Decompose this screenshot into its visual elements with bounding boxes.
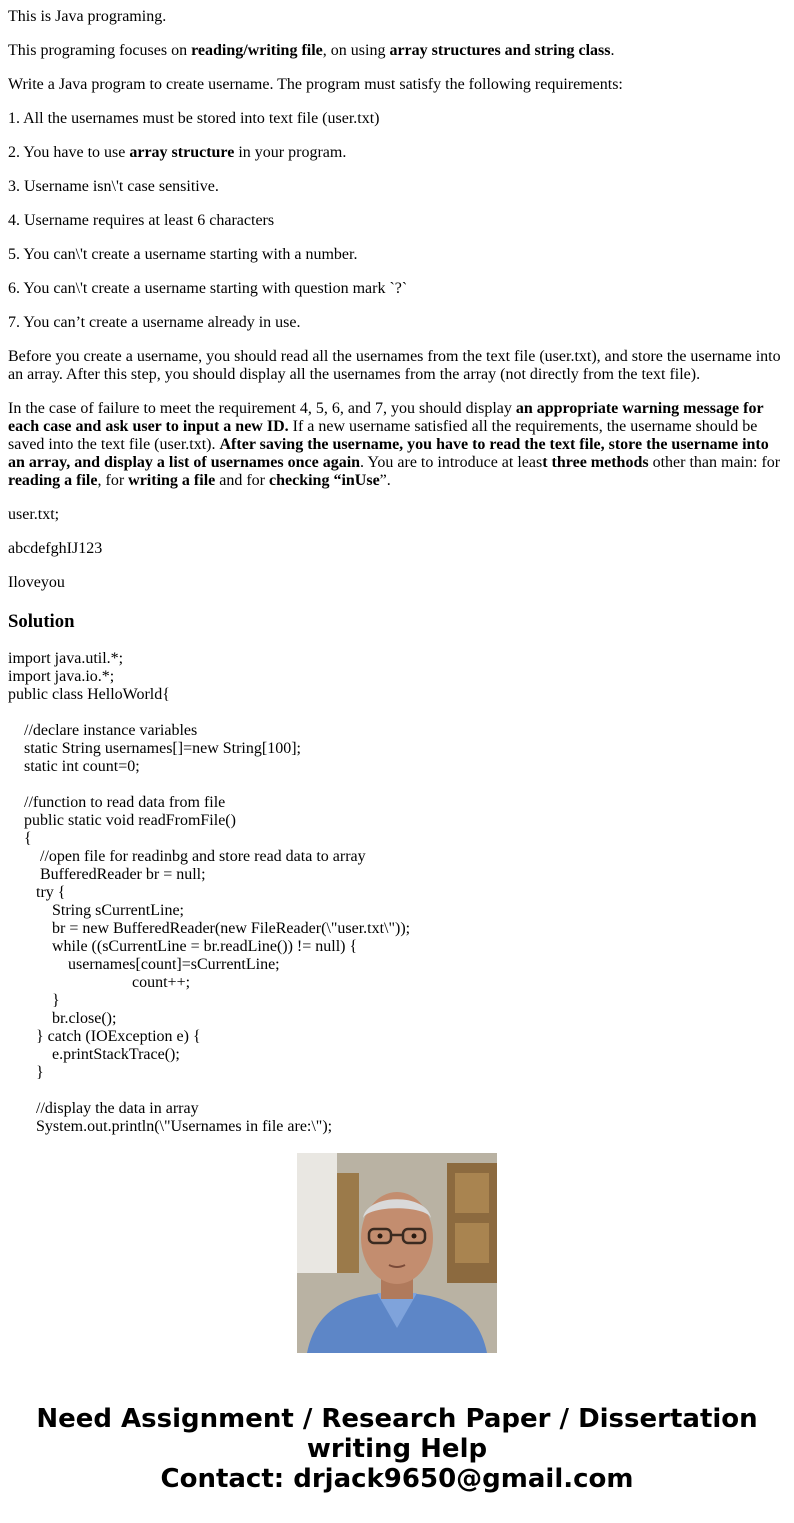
- file-line-2: Iloveyou: [8, 574, 65, 591]
- file-line-1: abcdefghIJ123: [8, 540, 103, 557]
- code-line: //function to read data from file: [8, 794, 226, 811]
- code-line: //declare instance variables: [8, 722, 198, 739]
- bold-text: writing a file: [128, 472, 216, 489]
- contact-banner: [0, 1404, 794, 1494]
- code-line: usernames[count]=sCurrentLine;: [8, 956, 280, 973]
- bold-text: array structure: [129, 144, 235, 161]
- solution-heading: Solution: [8, 611, 75, 632]
- code-line: [8, 704, 786, 722]
- code-line: br = new BufferedReader(new FileReader(\"user.txt\"));: [8, 920, 411, 937]
- code-line: import java.io.*;: [8, 668, 115, 685]
- text: in your program.: [234, 144, 347, 161]
- bold-text: array structures and string class: [389, 42, 611, 59]
- code-line: public class HelloWorld{: [8, 686, 170, 703]
- code-line: count++;: [8, 974, 191, 991]
- code-line: try {: [8, 884, 66, 901]
- code-line: [8, 1082, 786, 1100]
- code-line: {: [8, 830, 32, 847]
- text: and for: [215, 472, 269, 489]
- person-photo-icon: [297, 1153, 497, 1353]
- code-line: } catch (IOException e) {: [8, 1028, 201, 1045]
- code-line: }: [8, 992, 60, 1009]
- question-text: [8, 0, 786, 638]
- requirement-3: 3. Username isn\'t case sensitive.: [8, 178, 219, 195]
- text: .: [610, 42, 615, 59]
- requirement-1: 1. All the usernames must be stored into text file (user.txt): [8, 110, 380, 127]
- text: , for: [97, 472, 129, 489]
- code-line: BufferedReader br = null;: [8, 866, 206, 883]
- intro-line: This is Java programing.: [8, 8, 167, 25]
- code-line: //display the data in array: [8, 1100, 199, 1117]
- requirement-2: [8, 144, 786, 162]
- file-label: user.txt;: [8, 506, 60, 523]
- code-line: //open file for readinbg and store read data to array: [8, 848, 366, 865]
- code-line: import java.util.*;: [8, 650, 124, 667]
- code-line: public static void readFromFile(): [8, 812, 236, 829]
- code-line: static String usernames[]=new String[100];: [8, 740, 301, 757]
- code-line: e.printStackTrace();: [8, 1046, 180, 1063]
- text: 2. You have to use: [8, 144, 130, 161]
- text: , on using: [322, 42, 390, 59]
- requirement-7: 7. You can’t create a username already in use.: [8, 314, 301, 331]
- bold-text: After saving the username, you have to read the text file, store the username into an array, and display a list of usernames once again: [8, 436, 769, 471]
- before-paragraph: Before you create a username, you should read all the usernames from the text file (user.txt), and store the username into an array. After this step, you should display all the usernames from the array (not directly from the text file).: [8, 348, 781, 383]
- text: ”.: [379, 472, 391, 489]
- code-line: String sCurrentLine;: [8, 902, 184, 919]
- text: In the case of failure to meet the requirement 4, 5, 6, and 7, you should display: [8, 400, 516, 417]
- bold-text: checking “inUse: [269, 472, 380, 489]
- bold-text: reading a file: [8, 472, 98, 489]
- code-line: [8, 776, 786, 794]
- author-avatar: [297, 1153, 497, 1353]
- code-line: }: [8, 1064, 44, 1081]
- bold-text: an appropriate warning message for each case and ask user to input a new ID.: [8, 400, 764, 435]
- solution-code: [8, 650, 786, 1135]
- bold-text: t three methods: [542, 454, 649, 471]
- text: . You are to introduce at leas: [360, 454, 543, 471]
- bold-text: reading/writing file: [191, 42, 323, 59]
- code-line: br.close();: [8, 1010, 117, 1027]
- text: If a new username satisfied all the requirements, the username should be saved into the text file (user.txt).: [8, 418, 758, 453]
- focus-paragraph: [8, 42, 786, 60]
- cta-line-2: writing Help: [306, 1434, 488, 1464]
- code-line: System.out.println(\"Usernames in file are:\");: [8, 1118, 333, 1135]
- text: This programing focuses on: [8, 42, 192, 59]
- text: other than main: for: [648, 454, 781, 471]
- requirement-4: 4. Username requires at least 6 characters: [8, 212, 275, 229]
- task-paragraph: Write a Java program to create username. The program must satisfy the following requirements:: [8, 76, 623, 93]
- code-line: while ((sCurrentLine = br.readLine()) != null) {: [8, 938, 358, 955]
- cta-line-3: Contact: drjack9650@gmail.com: [160, 1464, 634, 1494]
- cta-line-1: Need Assignment / Research Paper / Dissertation: [36, 1404, 758, 1434]
- code-line: static int count=0;: [8, 758, 140, 775]
- requirement-5: 5. You can\'t create a username starting with a number.: [8, 246, 358, 263]
- failure-paragraph: [8, 400, 786, 490]
- requirement-6: 6. You can\'t create a username starting with question mark `?`: [8, 280, 408, 297]
